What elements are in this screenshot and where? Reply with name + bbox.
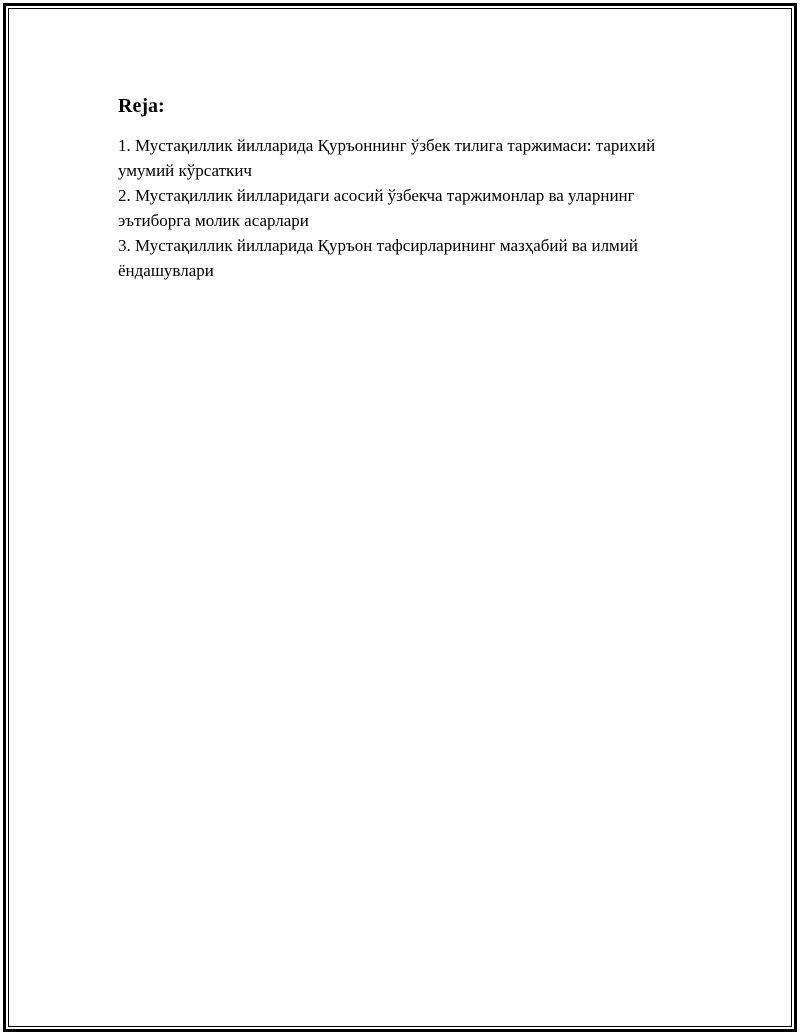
plan-item-1: 1. Мустақиллик йилларида Қуръоннинг ўзбек тилига таржимаси: тарихий умумий кўрсаткич — [118, 136, 656, 180]
plan-heading: Reja: — [118, 95, 165, 117]
page-content — [118, 93, 698, 283]
plan-list — [118, 133, 698, 283]
plan-item-2: 2. Мустақиллик йилларидаги асосий ўзбекча таржимонлар ва уларнинг эътиборга молик асарлари — [118, 186, 635, 230]
plan-item-3: 3. Мустақиллик йилларида Қуръон тафсирларининг мазҳабий ва илмий ёндашувлари — [118, 236, 639, 280]
